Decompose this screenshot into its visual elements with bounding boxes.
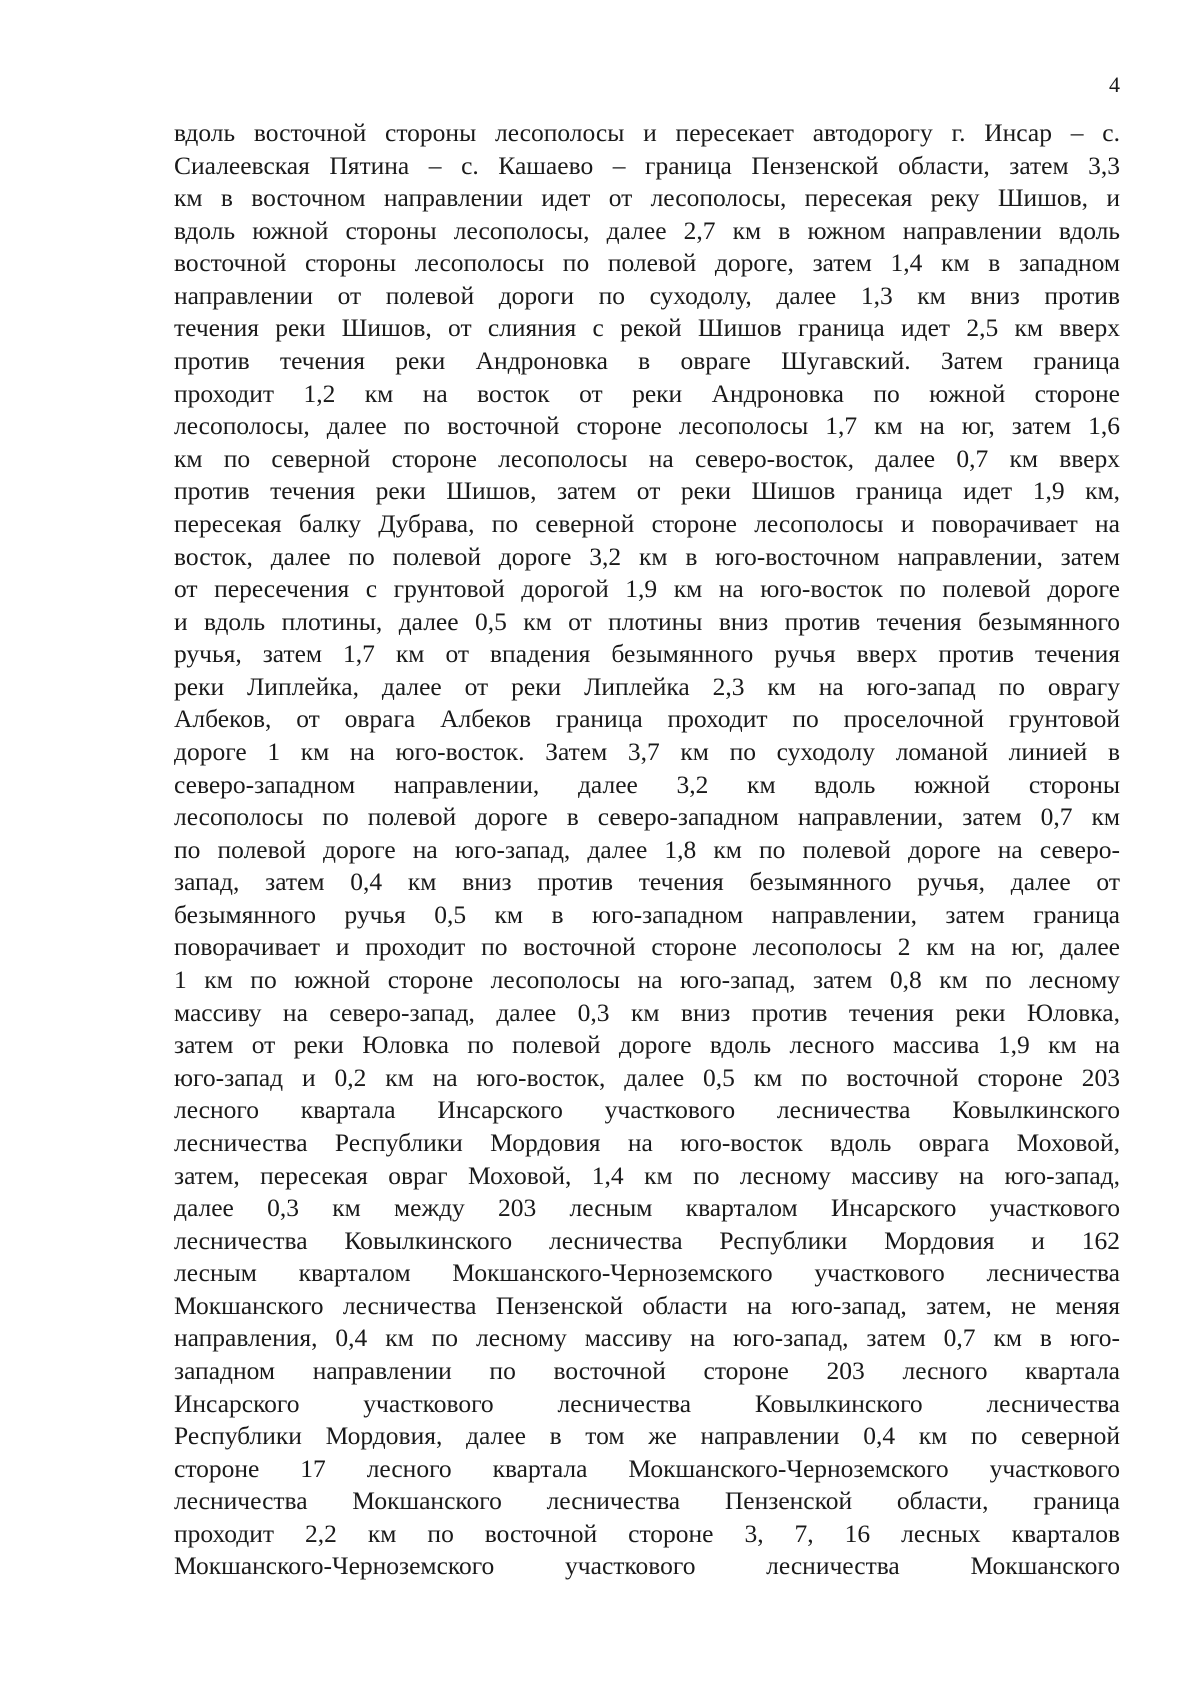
text-line: далее 0,3 км между 203 лесным кварталом Инсарского участкового (174, 1193, 1120, 1223)
text-line: проходит 1,2 км на восток от реки Андроновка по южной стороне (174, 378, 1120, 408)
text-line: поворачивает и проходит по восточной стороне лесополосы 2 км на юг, далее (174, 932, 1120, 962)
text-line: вдоль восточной стороны лесополосы и пересекает автодорогу г. Инсар – с. (174, 118, 1120, 147)
text-line: лесополосы, далее по восточной стороне лесополосы 1,7 км на юг, затем 1,6 (174, 411, 1120, 441)
text-line: лесничества Республики Мордовия на юго-восток вдоль оврага Моховой, (174, 1127, 1120, 1157)
text-line: восточной стороны лесополосы по полевой дороге, затем 1,4 км в западном (174, 248, 1120, 278)
text-line: безымянного ручья 0,5 км в юго-западном направлении, затем граница (174, 899, 1120, 929)
text-line: дороге 1 км на юго-восток. Затем 3,7 км по суходолу ломаной линией в (174, 736, 1120, 766)
text-line: и вдоль плотины, далее 0,5 км от плотины вниз против течения безымянного (174, 606, 1120, 636)
text-line: лесным кварталом Мокшанского-Черноземского участкового лесничества (174, 1258, 1120, 1288)
text-line: реки Липлейка, далее от реки Липлейка 2,3 км на юго-запад по оврагу (174, 671, 1120, 701)
text-line: затем от реки Юловка по полевой дороге вдоль лесного массива 1,9 км на (174, 1030, 1120, 1060)
text-line: против течения реки Андроновка в овраге Шугавский. Затем граница (174, 346, 1120, 376)
text-line: Мокшанского-Черноземского участкового лесничества Мокшанского (174, 1551, 1120, 1581)
text-line: юго-запад и 0,2 км на юго-восток, далее 0,5 км по восточной стороне 203 (174, 1062, 1120, 1092)
body-text (174, 117, 1120, 1583)
text-line: западном направлении по восточной стороне 203 лесного квартала (174, 1355, 1120, 1385)
text-line: лесного квартала Инсарского участкового лесничества Ковылкинского (174, 1095, 1120, 1125)
text-line: проходит 2,2 км по восточной стороне 3, 7, 16 лесных кварталов (174, 1518, 1120, 1548)
text-line: лесничества Мокшанского лесничества Пензенской области, граница (174, 1486, 1120, 1516)
page-number: 4 (1109, 72, 1120, 97)
text-line: 1 км по южной стороне лесополосы на юго-запад, затем 0,8 км по лесному (174, 965, 1120, 995)
text-line: км в восточном направлении идет от лесополосы, пересекая реку Шишов, и (174, 183, 1120, 213)
text-line: против течения реки Шишов, затем от реки Шишов граница идет 1,9 км, (174, 476, 1120, 506)
text-line: направления, 0,4 км по лесному массиву на юго-запад, затем 0,7 км в юго- (174, 1323, 1120, 1353)
text-line: затем, пересекая овраг Моховой, 1,4 км по лесному массиву на юго-запад, (174, 1160, 1120, 1190)
text-line: направлении от полевой дороги по суходолу, далее 1,3 км вниз против (174, 280, 1120, 310)
text-line: км по северной стороне лесополосы на северо-восток, далее 0,7 км вверх (174, 443, 1120, 473)
text-line: Республики Мордовия, далее в том же направлении 0,4 км по северной (174, 1421, 1120, 1451)
text-line: Инсарского участкового лесничества Ковылкинского лесничества (174, 1388, 1120, 1418)
text-line: пересекая балку Дубрава, по северной стороне лесополосы и поворачивает на (174, 508, 1120, 538)
text-line: восток, далее по полевой дороге 3,2 км в юго-восточном направлении, затем (174, 541, 1120, 571)
text-line: ручья, затем 1,7 км от впадения безымянного ручья вверх против течения (174, 639, 1120, 669)
text-line: запад, затем 0,4 км вниз против течения безымянного ручья, далее от (174, 867, 1120, 897)
text-line: Мокшанского лесничества Пензенской области на юго-запад, затем, не меняя (174, 1290, 1120, 1320)
text-line: стороне 17 лесного квартала Мокшанского-Черноземского участкового (174, 1453, 1120, 1483)
text-line: по полевой дороге на юго-запад, далее 1,8 км по полевой дороге на северо- (174, 834, 1120, 864)
text-line: массиву на северо-запад, далее 0,3 км вниз против течения реки Юловка, (174, 997, 1120, 1027)
text-line: течения реки Шишов, от слияния с рекой Шишов граница идет 2,5 км вверх (174, 313, 1120, 343)
text-line: от пересечения с грунтовой дорогой 1,9 км на юго-восток по полевой дороге (174, 574, 1120, 604)
text-line: Албеков, от оврага Албеков граница проходит по проселочной грунтовой (174, 704, 1120, 734)
text-line: вдоль южной стороны лесополосы, далее 2,7 км в южном направлении вдоль (174, 215, 1120, 245)
text-line: лесничества Ковылкинского лесничества Республики Мордовия и 162 (174, 1225, 1120, 1255)
text-line: лесополосы по полевой дороге в северо-западном направлении, затем 0,7 км (174, 802, 1120, 832)
text-line: северо-западном направлении, далее 3,2 км вдоль южной стороны (174, 769, 1120, 799)
text-line: Сиалеевская Пятина – с. Кашаево – граница Пензенской области, затем 3,3 (174, 150, 1120, 180)
